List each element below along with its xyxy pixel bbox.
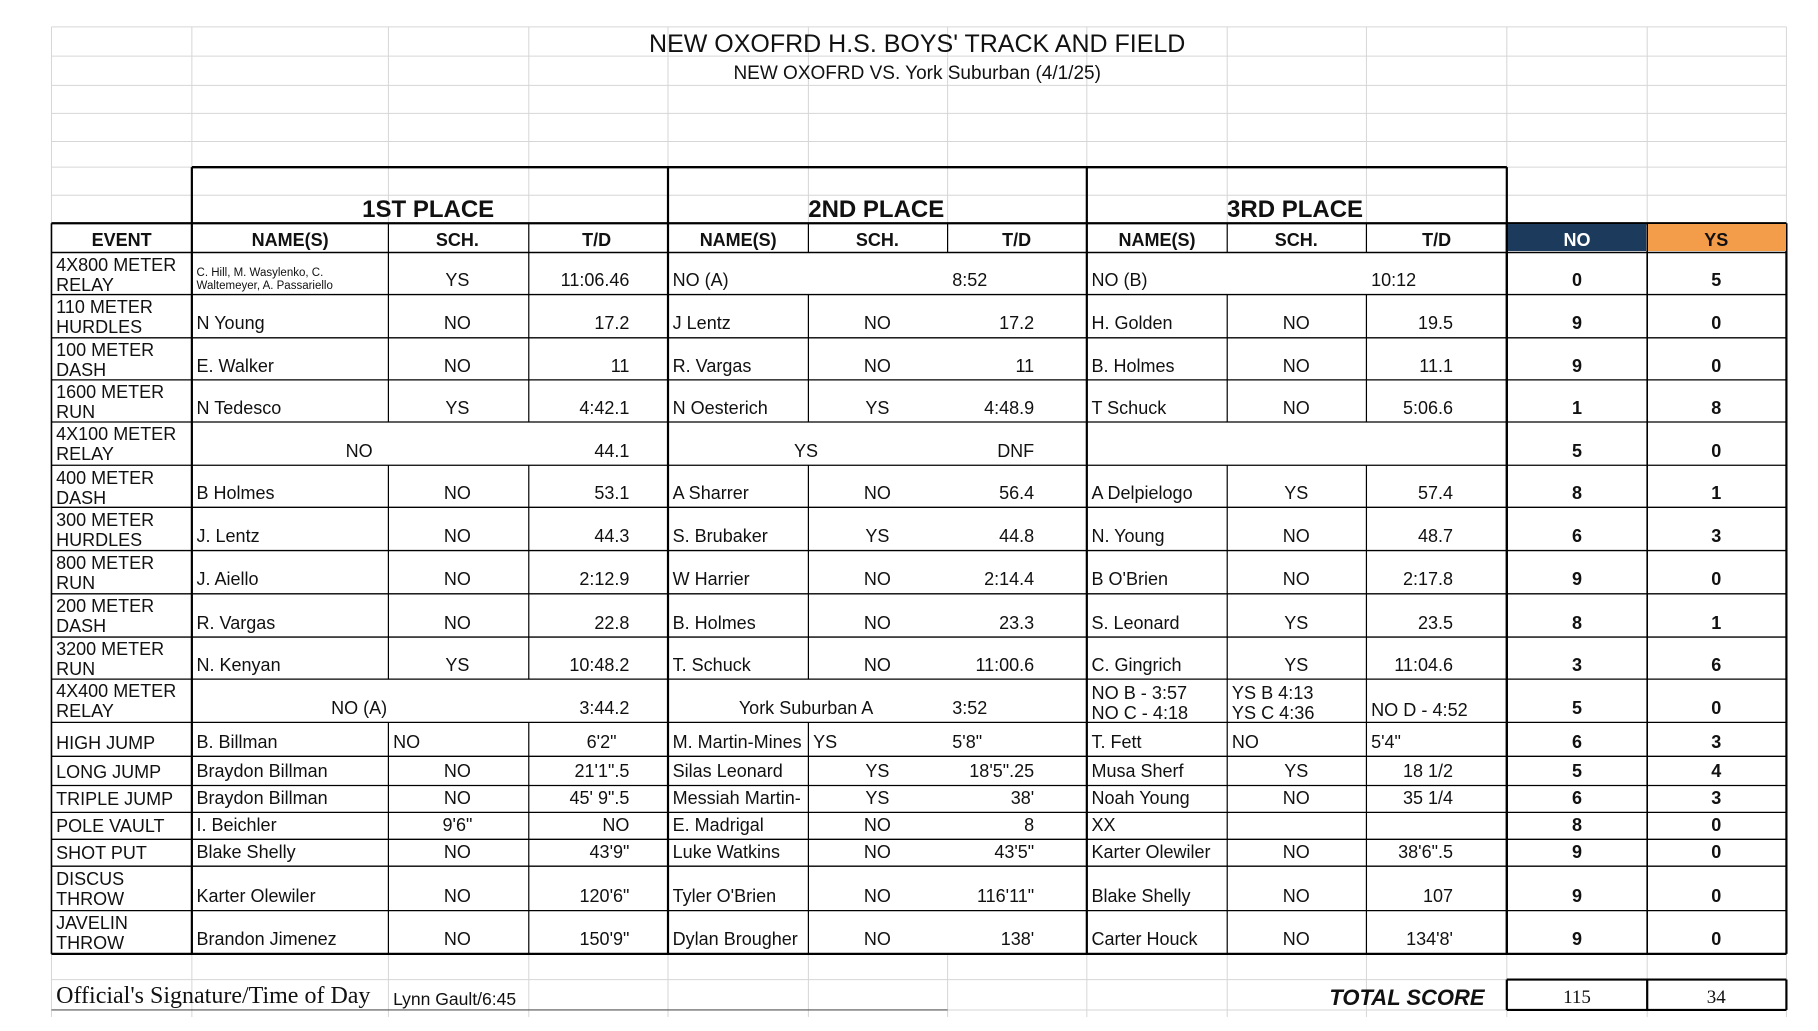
place-1-school: NO xyxy=(443,841,471,862)
place-1-school: YS xyxy=(445,654,470,675)
place-2-school: NO xyxy=(863,929,891,950)
event-name: 800 METER RUN xyxy=(56,552,155,593)
place-3-name: XX xyxy=(1091,814,1116,835)
place-2-school: NO xyxy=(863,612,891,633)
score-no: 9 xyxy=(1571,569,1583,590)
score-ys: 0 xyxy=(1711,886,1722,907)
score-ys: 1 xyxy=(1711,482,1722,503)
place-3-time-distance: 19.5 xyxy=(1417,313,1453,334)
place-3-name: Musa Sherf xyxy=(1091,761,1184,782)
place-2-time-distance: 4:48.9 xyxy=(984,397,1035,418)
event-name: 400 METER DASH xyxy=(56,467,155,508)
place-1-time-distance: 44.3 xyxy=(594,526,630,547)
place-2-name: M. Martin-Mines xyxy=(672,731,802,752)
signature-label: Official's Signature/Time of Day xyxy=(56,983,371,1010)
place-3-time-distance: 5:06.6 xyxy=(1402,397,1453,418)
place-3-time-distance: 134'8' xyxy=(1406,929,1453,950)
event-name: 4X800 METER RELAY xyxy=(56,254,177,295)
place-2-name: W Harrier xyxy=(672,569,750,590)
place-3-time-distance: 23.5 xyxy=(1417,612,1453,633)
event-name: 4X100 METER RELAY xyxy=(56,424,177,465)
column-header-time-distance-1: T/D xyxy=(582,230,612,251)
event-name: 110 METER HURDLES xyxy=(56,296,153,337)
score-ys: 0 xyxy=(1711,929,1722,950)
place-2-name: R. Vargas xyxy=(672,355,752,376)
event-name: 200 METER DASH xyxy=(56,596,155,637)
place-1-time-distance: 10:48.2 xyxy=(569,654,630,675)
place-3-time-distance: 38'6".5 xyxy=(1398,841,1453,862)
score-ys: 0 xyxy=(1711,440,1722,461)
place-2-time-distance: 2:14.4 xyxy=(984,569,1035,590)
score-no: 8 xyxy=(1571,482,1583,503)
place-2-school: NO xyxy=(863,814,891,835)
score-no: 1 xyxy=(1571,397,1583,418)
score-no: 6 xyxy=(1571,526,1583,547)
place-3-time-distance: NO D - 4:52 xyxy=(1371,700,1468,721)
place-3-time-distance: 18 1/2 xyxy=(1402,761,1453,782)
place-1-name: R. Vargas xyxy=(196,612,276,633)
place-3-name: Blake Shelly xyxy=(1091,886,1191,907)
place-2-time-distance: 116'11" xyxy=(976,886,1035,907)
event-name: 1600 METER RUN xyxy=(56,382,165,423)
place-1-name: E. Walker xyxy=(196,355,274,376)
event-name: 300 METER HURDLES xyxy=(56,509,155,550)
place-1-name: B. Billman xyxy=(196,731,278,752)
place-3-time-distance: 57.4 xyxy=(1417,482,1453,503)
place-1-school: NO xyxy=(443,612,471,633)
score-ys: 5 xyxy=(1711,270,1722,291)
place-2-time-distance: 23.3 xyxy=(999,612,1035,633)
place-1-time-distance: 150'9" xyxy=(579,929,630,950)
place-1-time-distance: 53.1 xyxy=(594,482,630,503)
event-name: TRIPLE JUMP xyxy=(56,789,174,810)
score-no: 0 xyxy=(1571,270,1583,291)
place-1-school: NO xyxy=(443,929,471,950)
place-1-name: J. Aiello xyxy=(196,569,259,590)
place-1-name: N Tedesco xyxy=(196,397,282,418)
place-3-school: NO xyxy=(1282,788,1310,809)
place-3-time-distance: 107 xyxy=(1422,886,1453,907)
place-3-school: YS xyxy=(1284,761,1309,782)
score-no: 9 xyxy=(1571,355,1583,376)
place-3-school: NO xyxy=(1282,841,1310,862)
place-1-time-distance: 120'6" xyxy=(579,886,630,907)
place-heading-2: 2ND PLACE xyxy=(808,195,945,223)
place-2-time-distance: 5'8" xyxy=(952,731,983,752)
place-heading-1: 1ST PLACE xyxy=(362,195,495,223)
place-2-school: NO xyxy=(863,841,891,862)
place-2-name: Tyler O'Brien xyxy=(672,886,777,907)
column-header-names-1: NAME(S) xyxy=(251,230,329,251)
place-2-time-distance: 17.2 xyxy=(999,313,1035,334)
event-name: 3200 METER RUN xyxy=(56,639,165,680)
place-3-school: NO xyxy=(1282,569,1310,590)
score-ys: 1 xyxy=(1711,612,1722,633)
place-3-school: NO xyxy=(1282,397,1310,418)
place-1-school: 9'6" xyxy=(442,814,473,835)
place-3-school: NO xyxy=(1282,526,1310,547)
score-no: 9 xyxy=(1571,841,1583,862)
place-2-time-distance: 138' xyxy=(1000,929,1035,950)
score-no: 9 xyxy=(1571,313,1583,334)
place-3-name: Carter Houck xyxy=(1091,929,1198,950)
place-3-time-distance: 35 1/4 xyxy=(1402,788,1453,809)
place-1-school: NO xyxy=(393,731,421,752)
score-no: 9 xyxy=(1571,886,1583,907)
score-ys: 0 xyxy=(1711,313,1722,334)
event-name: SHOT PUT xyxy=(56,842,147,863)
total-score-ys: 34 xyxy=(1706,986,1726,1008)
column-header-time-distance-2: T/D xyxy=(1002,230,1032,251)
place-3-name: B. Holmes xyxy=(1091,355,1175,376)
score-no: 5 xyxy=(1571,440,1583,461)
score-ys: 0 xyxy=(1711,569,1722,590)
place-1-school: YS xyxy=(445,397,470,418)
column-header-time-distance-3: T/D xyxy=(1422,230,1452,251)
place-2-name: NO (A) xyxy=(672,270,729,291)
place-2-name: T. Schuck xyxy=(672,654,751,675)
place-3-school: NO xyxy=(1282,313,1310,334)
score-ys: 8 xyxy=(1711,397,1722,418)
score-no: 8 xyxy=(1571,612,1583,633)
place-3-school: NO xyxy=(1231,731,1259,752)
score-ys: 0 xyxy=(1711,814,1722,835)
place-1-school: NO xyxy=(443,482,471,503)
event-name: JAVELIN THROW xyxy=(56,912,128,953)
score-no: 3 xyxy=(1571,654,1583,675)
place-3-name: T. Fett xyxy=(1091,731,1142,752)
column-header-school-2: SCH. xyxy=(855,230,899,251)
event-name: POLE VAULT xyxy=(56,815,165,836)
place-3-names: NO B - 3:57 NO C - 4:18 xyxy=(1091,682,1189,723)
place-1-name: Braydon Billman xyxy=(196,788,328,809)
column-header-school-1: SCH. xyxy=(435,230,479,251)
place-2-name: Silas Leonard xyxy=(672,761,783,782)
place-2-name: Dylan Brougher xyxy=(672,929,798,950)
place-2-school: YS xyxy=(865,761,890,782)
place-1-team: NO (A) xyxy=(331,698,388,719)
place-2-school: NO xyxy=(863,313,891,334)
place-3-name: C. Gingrich xyxy=(1091,654,1182,675)
place-1-name: I. Beichler xyxy=(196,814,277,835)
place-2-name: Luke Watkins xyxy=(672,841,781,862)
place-3-name: NO (B) xyxy=(1091,270,1148,291)
column-header-names-3: NAME(S) xyxy=(1118,230,1196,251)
place-2-time-distance: 56.4 xyxy=(999,482,1035,503)
column-header-event: EVENT xyxy=(91,230,152,251)
place-3-name: B O'Brien xyxy=(1091,569,1168,590)
event-name: DISCUS THROW xyxy=(56,868,125,909)
place-2-time-distance: 8 xyxy=(1024,814,1035,835)
column-header-team-ys: YS xyxy=(1704,230,1729,251)
place-1-school: NO xyxy=(443,355,471,376)
place-1-team: NO xyxy=(345,440,373,461)
place-1-name: Karter Olewiler xyxy=(196,886,316,907)
place-1-time-distance: 3:44.2 xyxy=(579,698,630,719)
page-subtitle: NEW OXOFRD VS. York Suburban (4/1/25) xyxy=(733,63,1101,85)
place-1-time-distance: 43'9" xyxy=(589,841,630,862)
place-1-name: B Holmes xyxy=(196,482,275,503)
place-1-school: NO xyxy=(443,569,471,590)
place-1-name: N Young xyxy=(196,313,265,334)
place-2-time-distance: 43'5" xyxy=(994,841,1035,862)
place-3-name: A Delpielogo xyxy=(1091,482,1193,503)
place-1-time-distance: 17.2 xyxy=(594,313,630,334)
event-name: HIGH JUMP xyxy=(56,732,156,753)
place-3-name: S. Leonard xyxy=(1091,612,1180,633)
place-3-time-distance: 5'4" xyxy=(1371,731,1401,752)
place-2-name: A Sharrer xyxy=(672,482,749,503)
score-ys: 6 xyxy=(1711,654,1722,675)
place-2-name: N Oesterich xyxy=(672,397,768,418)
place-1-time-distance: 2:12.9 xyxy=(579,569,630,590)
place-3-school: YS xyxy=(1284,654,1309,675)
place-2-time-distance: 11 xyxy=(1015,355,1035,376)
place-2-time-distance: 3:52 xyxy=(952,698,988,719)
place-1-time-distance: 44.1 xyxy=(594,440,630,461)
place-3-school: NO xyxy=(1282,929,1310,950)
place-2-team: YS xyxy=(794,440,819,461)
column-header-team-no: NO xyxy=(1563,230,1591,251)
place-3-school: YS xyxy=(1284,482,1309,503)
score-ys: 3 xyxy=(1711,526,1722,547)
place-3-school: NO xyxy=(1282,355,1310,376)
score-no: 8 xyxy=(1571,814,1583,835)
place-2-school: YS xyxy=(813,731,838,752)
place-2-school: NO xyxy=(863,654,891,675)
place-1-school: NO xyxy=(443,886,471,907)
place-2-school: YS xyxy=(865,788,890,809)
place-2-school: NO xyxy=(863,569,891,590)
place-1-name: Blake Shelly xyxy=(196,841,296,862)
score-no: 5 xyxy=(1571,698,1583,719)
place-1-name: J. Lentz xyxy=(196,526,260,547)
score-ys: 3 xyxy=(1711,731,1722,752)
place-3-schools: YS B 4:13 YS C 4:36 xyxy=(1231,682,1315,723)
place-3-time-distance: 10:12 xyxy=(1371,270,1417,291)
place-2-time-distance: 38' xyxy=(1010,788,1035,809)
place-1-time-distance: NO xyxy=(602,814,630,835)
place-2-name: S. Brubaker xyxy=(672,526,768,547)
total-score-no: 115 xyxy=(1563,986,1591,1008)
place-2-school: YS xyxy=(865,526,890,547)
place-2-name: J Lentz xyxy=(672,313,731,334)
score-ys: 3 xyxy=(1711,788,1722,809)
place-1-name: N. Kenyan xyxy=(196,654,281,675)
place-1-school: YS xyxy=(445,270,470,291)
column-header-names-2: NAME(S) xyxy=(699,230,777,251)
place-2-time-distance: 11:00.6 xyxy=(975,654,1035,675)
score-ys: 0 xyxy=(1711,355,1722,376)
place-1-school: NO xyxy=(443,526,471,547)
place-3-name: Karter Olewiler xyxy=(1091,841,1211,862)
signature-value: Lynn Gault/6:45 xyxy=(393,989,517,1010)
place-3-school: YS xyxy=(1284,612,1309,633)
place-2-team: York Suburban A xyxy=(738,698,874,719)
place-1-time-distance: 11:06.46 xyxy=(560,270,630,291)
place-2-school: NO xyxy=(863,355,891,376)
place-2-time-distance: 18'5".25 xyxy=(969,761,1035,782)
event-name: 4X400 METER RELAY xyxy=(56,681,177,722)
place-2-school: NO xyxy=(863,482,891,503)
score-ys: 0 xyxy=(1711,698,1722,719)
place-3-name: H. Golden xyxy=(1091,313,1173,334)
event-name: LONG JUMP xyxy=(56,762,162,783)
place-1-time-distance: 11 xyxy=(610,355,630,376)
place-3-time-distance: 11:04.6 xyxy=(1394,654,1453,675)
place-1-time-distance: 45' 9".5 xyxy=(569,788,630,809)
place-2-time-distance: 8:52 xyxy=(952,270,988,291)
score-no: 6 xyxy=(1571,788,1583,809)
event-name: 100 METER DASH xyxy=(56,340,155,381)
place-1-name: Braydon Billman xyxy=(196,761,328,782)
score-ys: 0 xyxy=(1711,841,1722,862)
page-title: NEW OXOFRD H.S. BOYS' TRACK AND FIELD xyxy=(649,29,1186,58)
place-3-name: N. Young xyxy=(1091,526,1165,547)
total-score-label: TOTAL SCORE xyxy=(1329,984,1485,1010)
place-3-time-distance: 48.7 xyxy=(1417,526,1453,547)
place-3-time-distance: 11.1 xyxy=(1419,355,1453,376)
score-no: 9 xyxy=(1571,929,1583,950)
place-2-name: B. Holmes xyxy=(672,612,756,633)
score-no: 6 xyxy=(1571,731,1583,752)
place-1-names: C. Hill, M. Wasylenko, C. Waltemeyer, A. Passariello xyxy=(196,266,333,292)
place-3-name: T Schuck xyxy=(1091,397,1167,418)
place-heading-3: 3RD PLACE xyxy=(1227,195,1364,223)
place-1-time-distance: 22.8 xyxy=(594,612,630,633)
place-1-school: NO xyxy=(443,788,471,809)
place-1-school: NO xyxy=(443,761,471,782)
place-2-name: E. Madrigal xyxy=(672,814,764,835)
place-1-time-distance: 6'2" xyxy=(586,731,617,752)
score-ys: 4 xyxy=(1711,761,1722,782)
place-3-time-distance: 2:17.8 xyxy=(1402,569,1453,590)
place-2-name: Messiah Martin- xyxy=(672,788,801,809)
place-1-time-distance: 4:42.1 xyxy=(579,397,630,418)
place-3-school: NO xyxy=(1282,886,1310,907)
place-1-school: NO xyxy=(443,313,471,334)
place-2-school: NO xyxy=(863,886,891,907)
place-2-time-distance: DNF xyxy=(997,440,1035,461)
place-1-time-distance: 21'1".5 xyxy=(574,761,630,782)
place-1-name: Brandon Jimenez xyxy=(196,929,337,950)
place-3-name: Noah Young xyxy=(1091,788,1190,809)
place-2-time-distance: 44.8 xyxy=(999,526,1035,547)
place-2-school: YS xyxy=(865,397,890,418)
score-no: 5 xyxy=(1571,761,1583,782)
column-header-school-3: SCH. xyxy=(1274,230,1318,251)
